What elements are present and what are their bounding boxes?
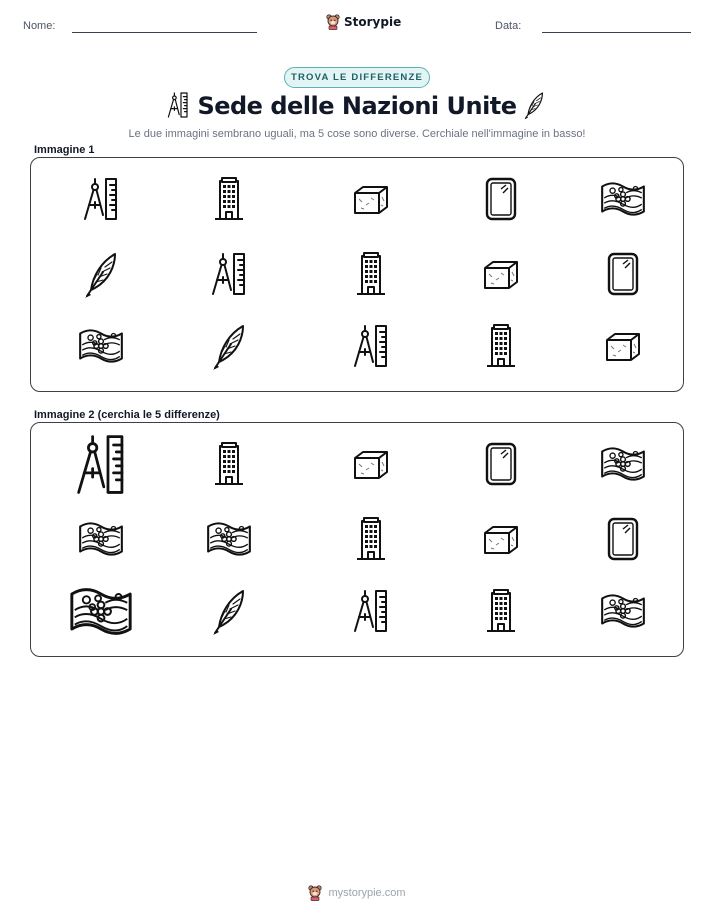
flag-icon [61,315,141,377]
date-field-line[interactable] [542,32,691,33]
bear-mascot-icon [326,14,340,30]
feather-icon [522,90,546,125]
flag-icon[interactable] [189,508,269,570]
name-label: Nome: [23,20,56,32]
flag-icon [583,168,663,230]
brand-name: Storypie [344,15,402,29]
bear-mascot-icon [308,885,322,901]
panel-1-label: Immagine 1 [34,144,95,156]
compass-ruler-icon[interactable] [61,433,141,495]
flag-icon[interactable] [61,508,141,570]
flag-icon[interactable] [583,580,663,642]
stone-icon [461,243,541,305]
building-icon[interactable] [189,433,269,495]
building-icon [331,243,411,305]
flag-icon[interactable] [61,580,141,642]
page-title: Sede delle Nazioni Unite [197,92,517,120]
instructions: Le due immagini sembrano uguali, ma 5 cose sono diverse. Cerchiale nell'immagine in basso! [128,128,586,140]
footer [0,885,714,901]
flag-icon[interactable] [583,433,663,495]
feather-icon [61,243,141,305]
frame-icon [583,243,663,305]
footer-url: mystorypie.com [328,887,406,899]
brand-logo [326,14,401,30]
stone-icon [331,168,411,230]
building-icon[interactable] [461,580,541,642]
activity-badge: TROVA LE DIFFERENZE [284,67,430,88]
date-label: Data: [495,20,522,32]
frame-icon[interactable] [461,433,541,495]
compass-ruler-icon[interactable] [331,580,411,642]
frame-icon[interactable] [583,508,663,570]
frame-icon [461,168,541,230]
image-2-panel[interactable] [30,422,684,657]
compass-ruler-icon [61,168,141,230]
name-field-line[interactable] [72,32,257,33]
feather-icon [189,315,269,377]
panel-2-label: Immagine 2 (cerchia le 5 differenze) [34,409,220,421]
building-icon[interactable] [331,508,411,570]
building-icon [461,315,541,377]
compass-ruler-icon [189,243,269,305]
compass-ruler-icon [331,315,411,377]
stone-icon[interactable] [461,508,541,570]
stone-icon[interactable] [331,433,411,495]
feather-icon[interactable] [189,580,269,642]
stone-icon [583,315,663,377]
image-1-panel [30,157,684,392]
building-icon [189,168,269,230]
